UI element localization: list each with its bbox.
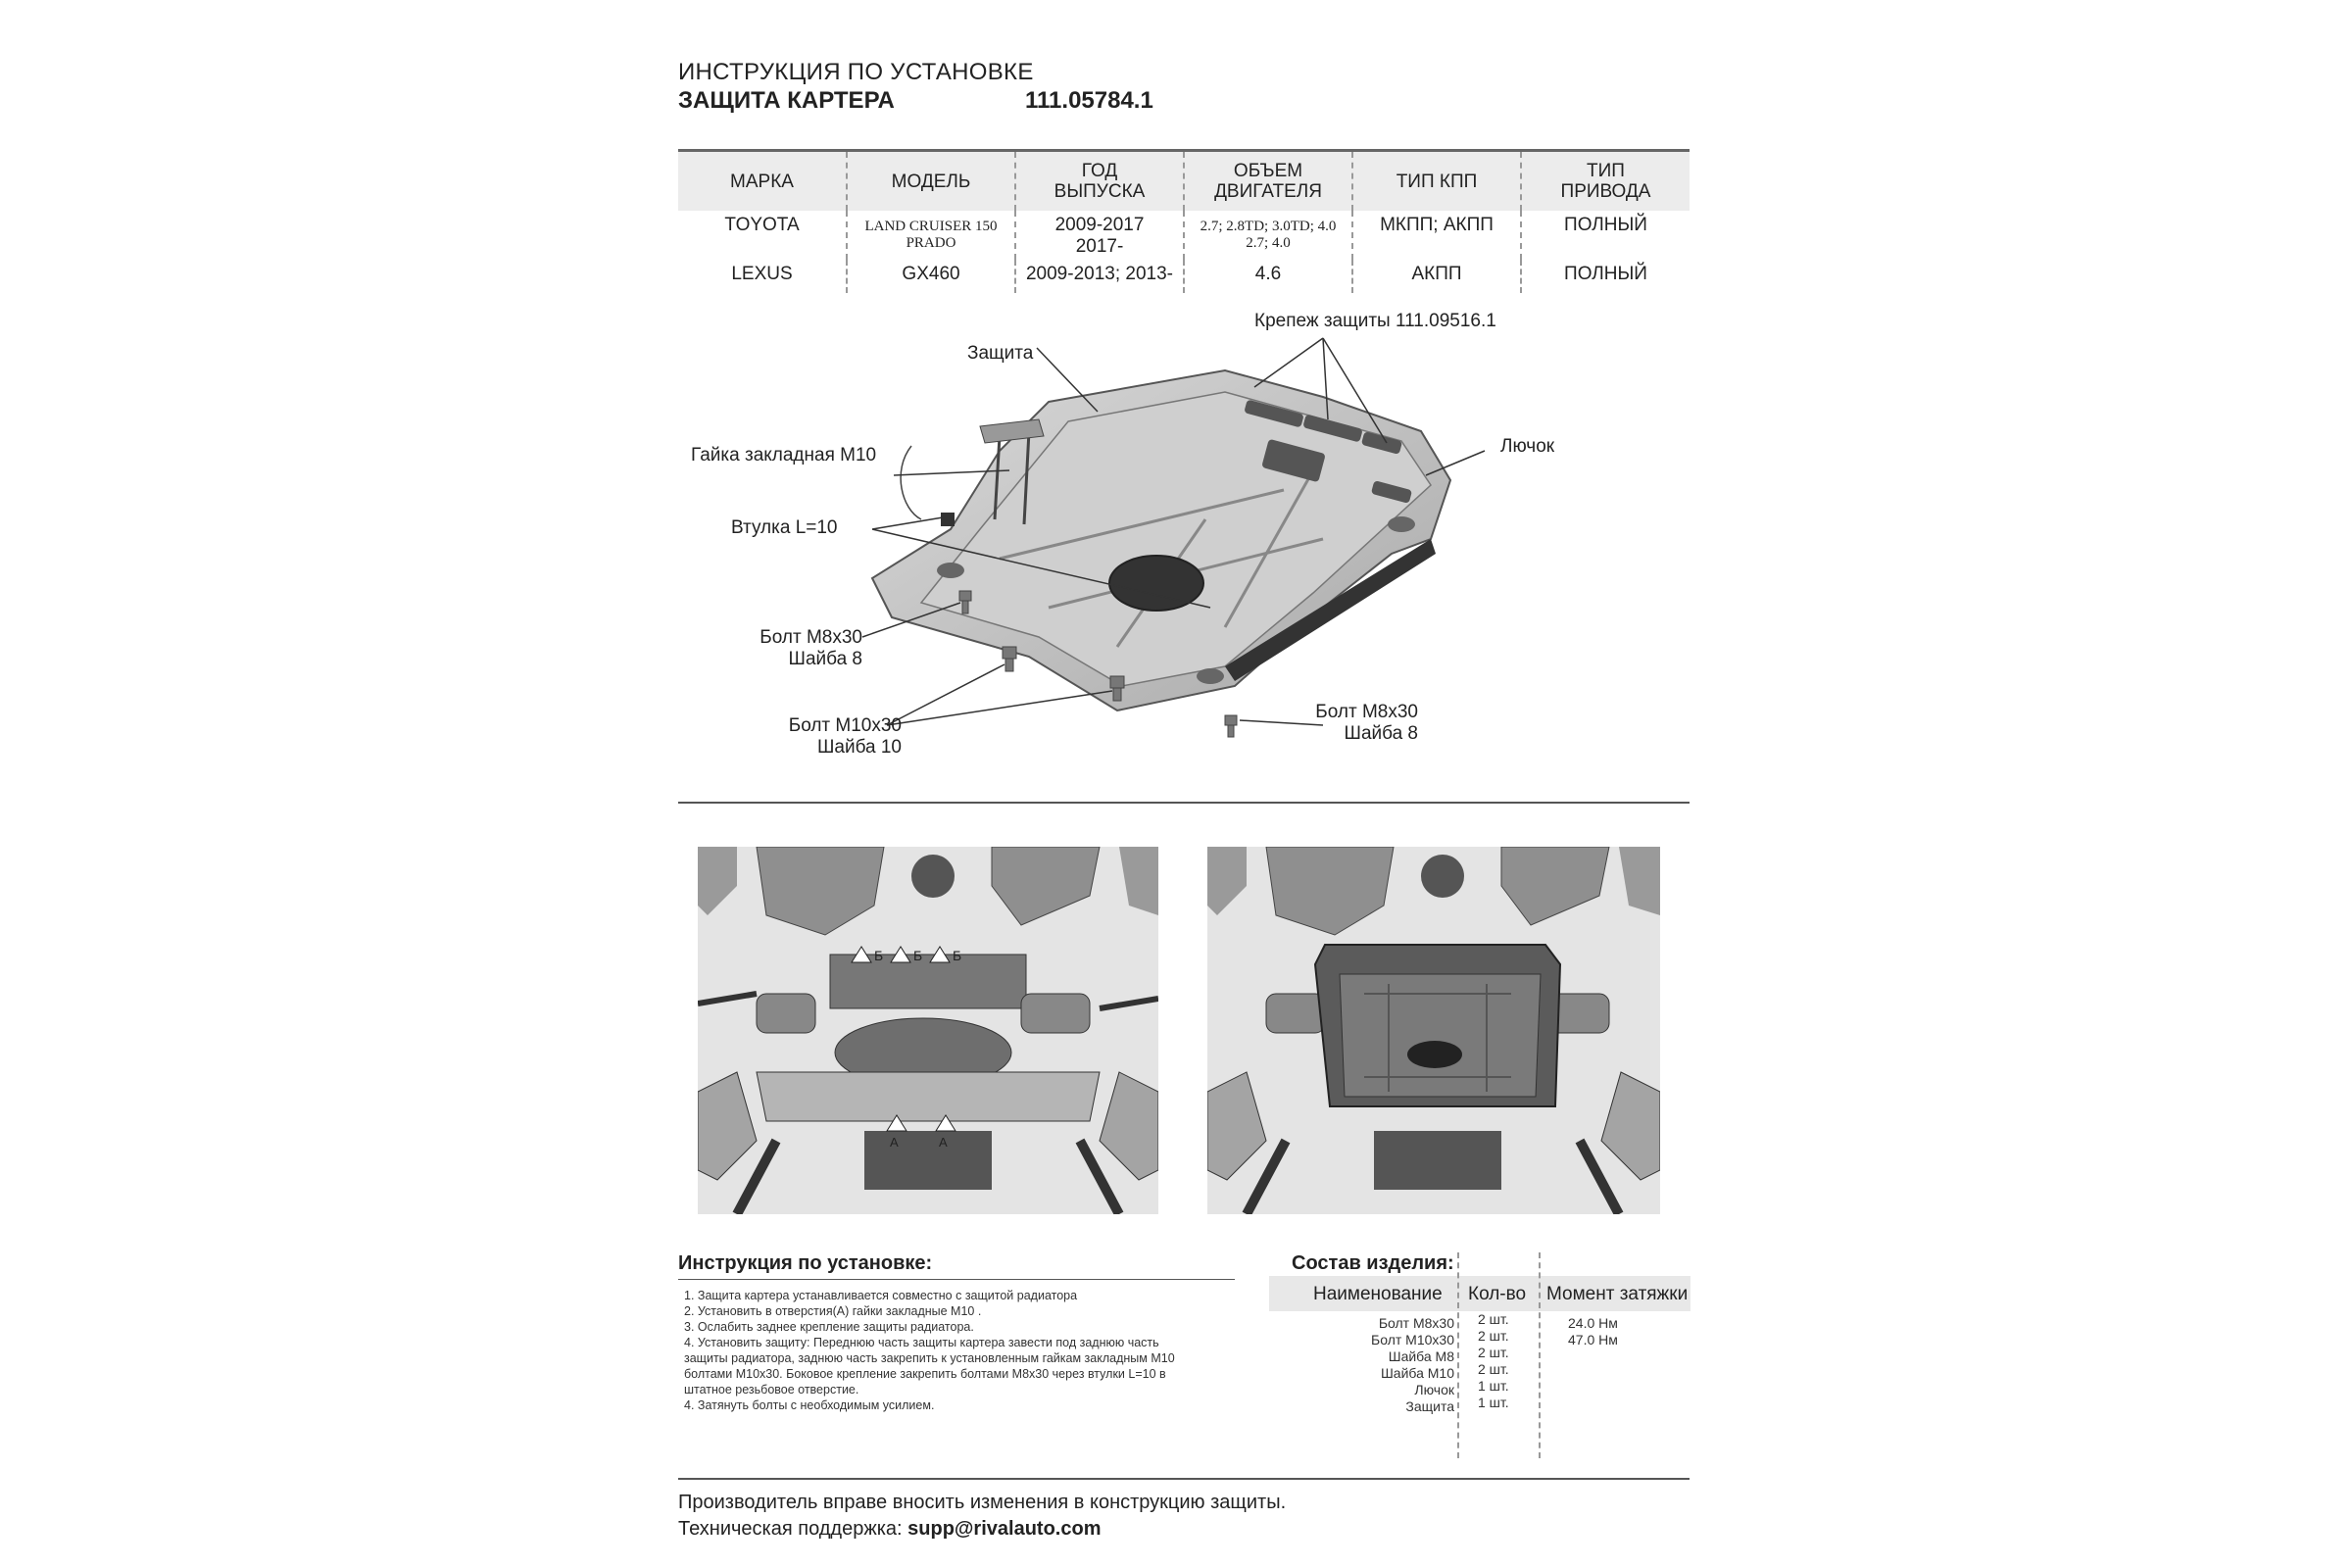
item-name: Болт М8х30 (1378, 1315, 1454, 1331)
item-name: Шайба М8 (1388, 1348, 1454, 1364)
product-title: ЗАЩИТА КАРТЕРА (678, 87, 895, 114)
mount-hole (1197, 668, 1224, 684)
item-qty: 2 шт. (1478, 1361, 1509, 1377)
footer-notice: Производитель вправе вносить изменения в конструкцию защиты. (678, 1492, 1287, 1513)
item-qty: 2 шт. (1478, 1311, 1509, 1327)
cell-year: 2009-2017 2017- (1015, 211, 1184, 260)
instruction-line: штатное резьбовое отверстие. (684, 1383, 859, 1396)
item-torque: 47.0 Нм (1568, 1332, 1618, 1348)
label-skid-plate: Защита (967, 343, 1034, 364)
label-bolt-m8-right-line1: Болт М8х30 (1315, 702, 1418, 722)
photo-before-install (698, 847, 1158, 1214)
instruction-line: защиты радиатора, заднюю часть закрепить к установленным гайкам закладным М10 (684, 1351, 1175, 1365)
composition-divider (1457, 1252, 1459, 1458)
support-label: Техническая поддержка: (678, 1518, 903, 1540)
section-divider (678, 802, 1690, 804)
composition-col-qty: Кол-во (1468, 1284, 1527, 1304)
col-brand: МАРКА (678, 151, 847, 212)
applicability-table (678, 149, 1690, 293)
instruction-line: 1. Защита картера устанавливается совместно с защитой радиатора (684, 1289, 1078, 1302)
col-drive: ТИП ПРИВОДА (1521, 151, 1690, 212)
table-row (678, 211, 1690, 260)
item-qty: 1 шт. (1478, 1378, 1509, 1394)
cell-model: GX460 (847, 260, 1015, 293)
col-engine: ОБЪЕМ ДВИГАТЕЛЯ (1184, 151, 1352, 212)
support-email[interactable]: supp@rivalauto.com (907, 1518, 1102, 1540)
footer-support (678, 1518, 1101, 1541)
instruction-line: 2. Установить в отверстия(А) гайки закладные М10 . (684, 1304, 982, 1318)
label-hatch: Лючок (1500, 436, 1555, 457)
mount-hole (937, 563, 964, 578)
instruction-line: 3. Ослабить заднее крепление защиты радиатора. (684, 1320, 974, 1334)
label-bolt-m10-line2: Шайба 10 (816, 737, 902, 758)
composition-col-name: Наименование (1313, 1284, 1443, 1304)
cell-engine: 2.7; 2.8TD; 3.0TD; 4.0 2.7; 4.0 (1184, 211, 1352, 260)
label-fastener-kit: Крепеж защиты 111.09516.1 (1254, 311, 1496, 331)
item-qty: 2 шт. (1478, 1345, 1509, 1360)
composition-col-torque: Момент затяжки (1546, 1284, 1689, 1304)
item-name: Болт М10х30 (1371, 1332, 1454, 1348)
document-title: ИНСТРУКЦИЯ ПО УСТАНОВКЕ (678, 59, 1034, 85)
photo-after-install (1207, 847, 1660, 1214)
col-gearbox: ТИП КПП (1352, 151, 1521, 212)
cell-drive: ПОЛНЫЙ (1521, 211, 1690, 260)
item-torque: 24.0 Нм (1568, 1315, 1618, 1331)
col-model: МОДЕЛЬ (847, 151, 1015, 212)
composition-torque (1568, 1315, 1618, 1348)
composition-qty (1478, 1311, 1509, 1411)
bushing (941, 513, 955, 526)
cell-brand: TOYOTA (724, 215, 800, 235)
item-qty: 1 шт. (1478, 1395, 1509, 1410)
table-row (678, 260, 1690, 293)
bolt-m10-left (1003, 647, 1016, 671)
cell-gearbox: МКПП; АКПП (1352, 211, 1521, 260)
label-bolt-m8-left-line1: Болт М8х30 (760, 627, 862, 648)
instruction-line: 4. Установить защиту: Переднюю часть защиты картера завести под заднюю часть (684, 1336, 1159, 1349)
marker-a-text: А (939, 1135, 948, 1150)
table-header-row (678, 151, 1690, 212)
label-bushing: Втулка L=10 (731, 517, 838, 538)
label-embedded-nut: Гайка закладная М10 (691, 445, 877, 466)
label-bolt-m10-line1: Болт М10х30 (788, 715, 902, 736)
label-bolt-m8-left (745, 627, 862, 670)
marker-a-text: А (890, 1135, 899, 1150)
composition-divider (1539, 1252, 1541, 1458)
instructions-title: Инструкция по установке: (678, 1252, 933, 1274)
marker-b-text: Б (874, 948, 884, 963)
assembly-diagram (676, 314, 1695, 774)
instructions-list (684, 1288, 1233, 1413)
footer-divider (678, 1478, 1690, 1480)
cell-engine: 4.6 (1184, 260, 1352, 293)
label-bolt-m10 (774, 715, 902, 759)
instructions-divider (678, 1279, 1235, 1280)
cell-brand: LEXUS (731, 264, 793, 284)
installed-skid-plate (1315, 945, 1560, 1106)
cell-gearbox: АКПП (1352, 260, 1521, 293)
article-number: 111.05784.1 (1025, 87, 1153, 114)
skid-plate (872, 370, 1450, 710)
cell-year: 2009-2013; 2013- (1015, 260, 1184, 293)
composition-names (1352, 1315, 1454, 1415)
item-name: Шайба М10 (1380, 1365, 1454, 1381)
item-name: Лючок (1414, 1382, 1454, 1397)
marker-b-text: Б (913, 948, 923, 963)
label-bolt-m8-right (1303, 702, 1418, 745)
mount-hole (1388, 516, 1415, 532)
instruction-line: болтами М10х30. Боковое крепление закрепить болтами М8х30 через втулки L=10 в (684, 1367, 1166, 1381)
item-name: Защита (1405, 1398, 1454, 1414)
label-bolt-m8-right-line2: Шайба 8 (1344, 723, 1418, 744)
bolt-m8-right (1225, 715, 1237, 737)
cell-model: LAND CRUISER 150 PRADO (847, 211, 1015, 260)
label-bolt-m8-left-line2: Шайба 8 (788, 649, 862, 669)
item-qty: 2 шт. (1478, 1328, 1509, 1344)
col-year: ГОД ВЫПУСКА (1015, 151, 1184, 212)
composition-title: Состав изделия: (1292, 1252, 1454, 1274)
instruction-line: 4. Затянуть болты с необходимым усилием. (684, 1398, 935, 1412)
cell-drive: ПОЛНЫЙ (1521, 260, 1690, 293)
marker-b-text: Б (953, 948, 962, 963)
